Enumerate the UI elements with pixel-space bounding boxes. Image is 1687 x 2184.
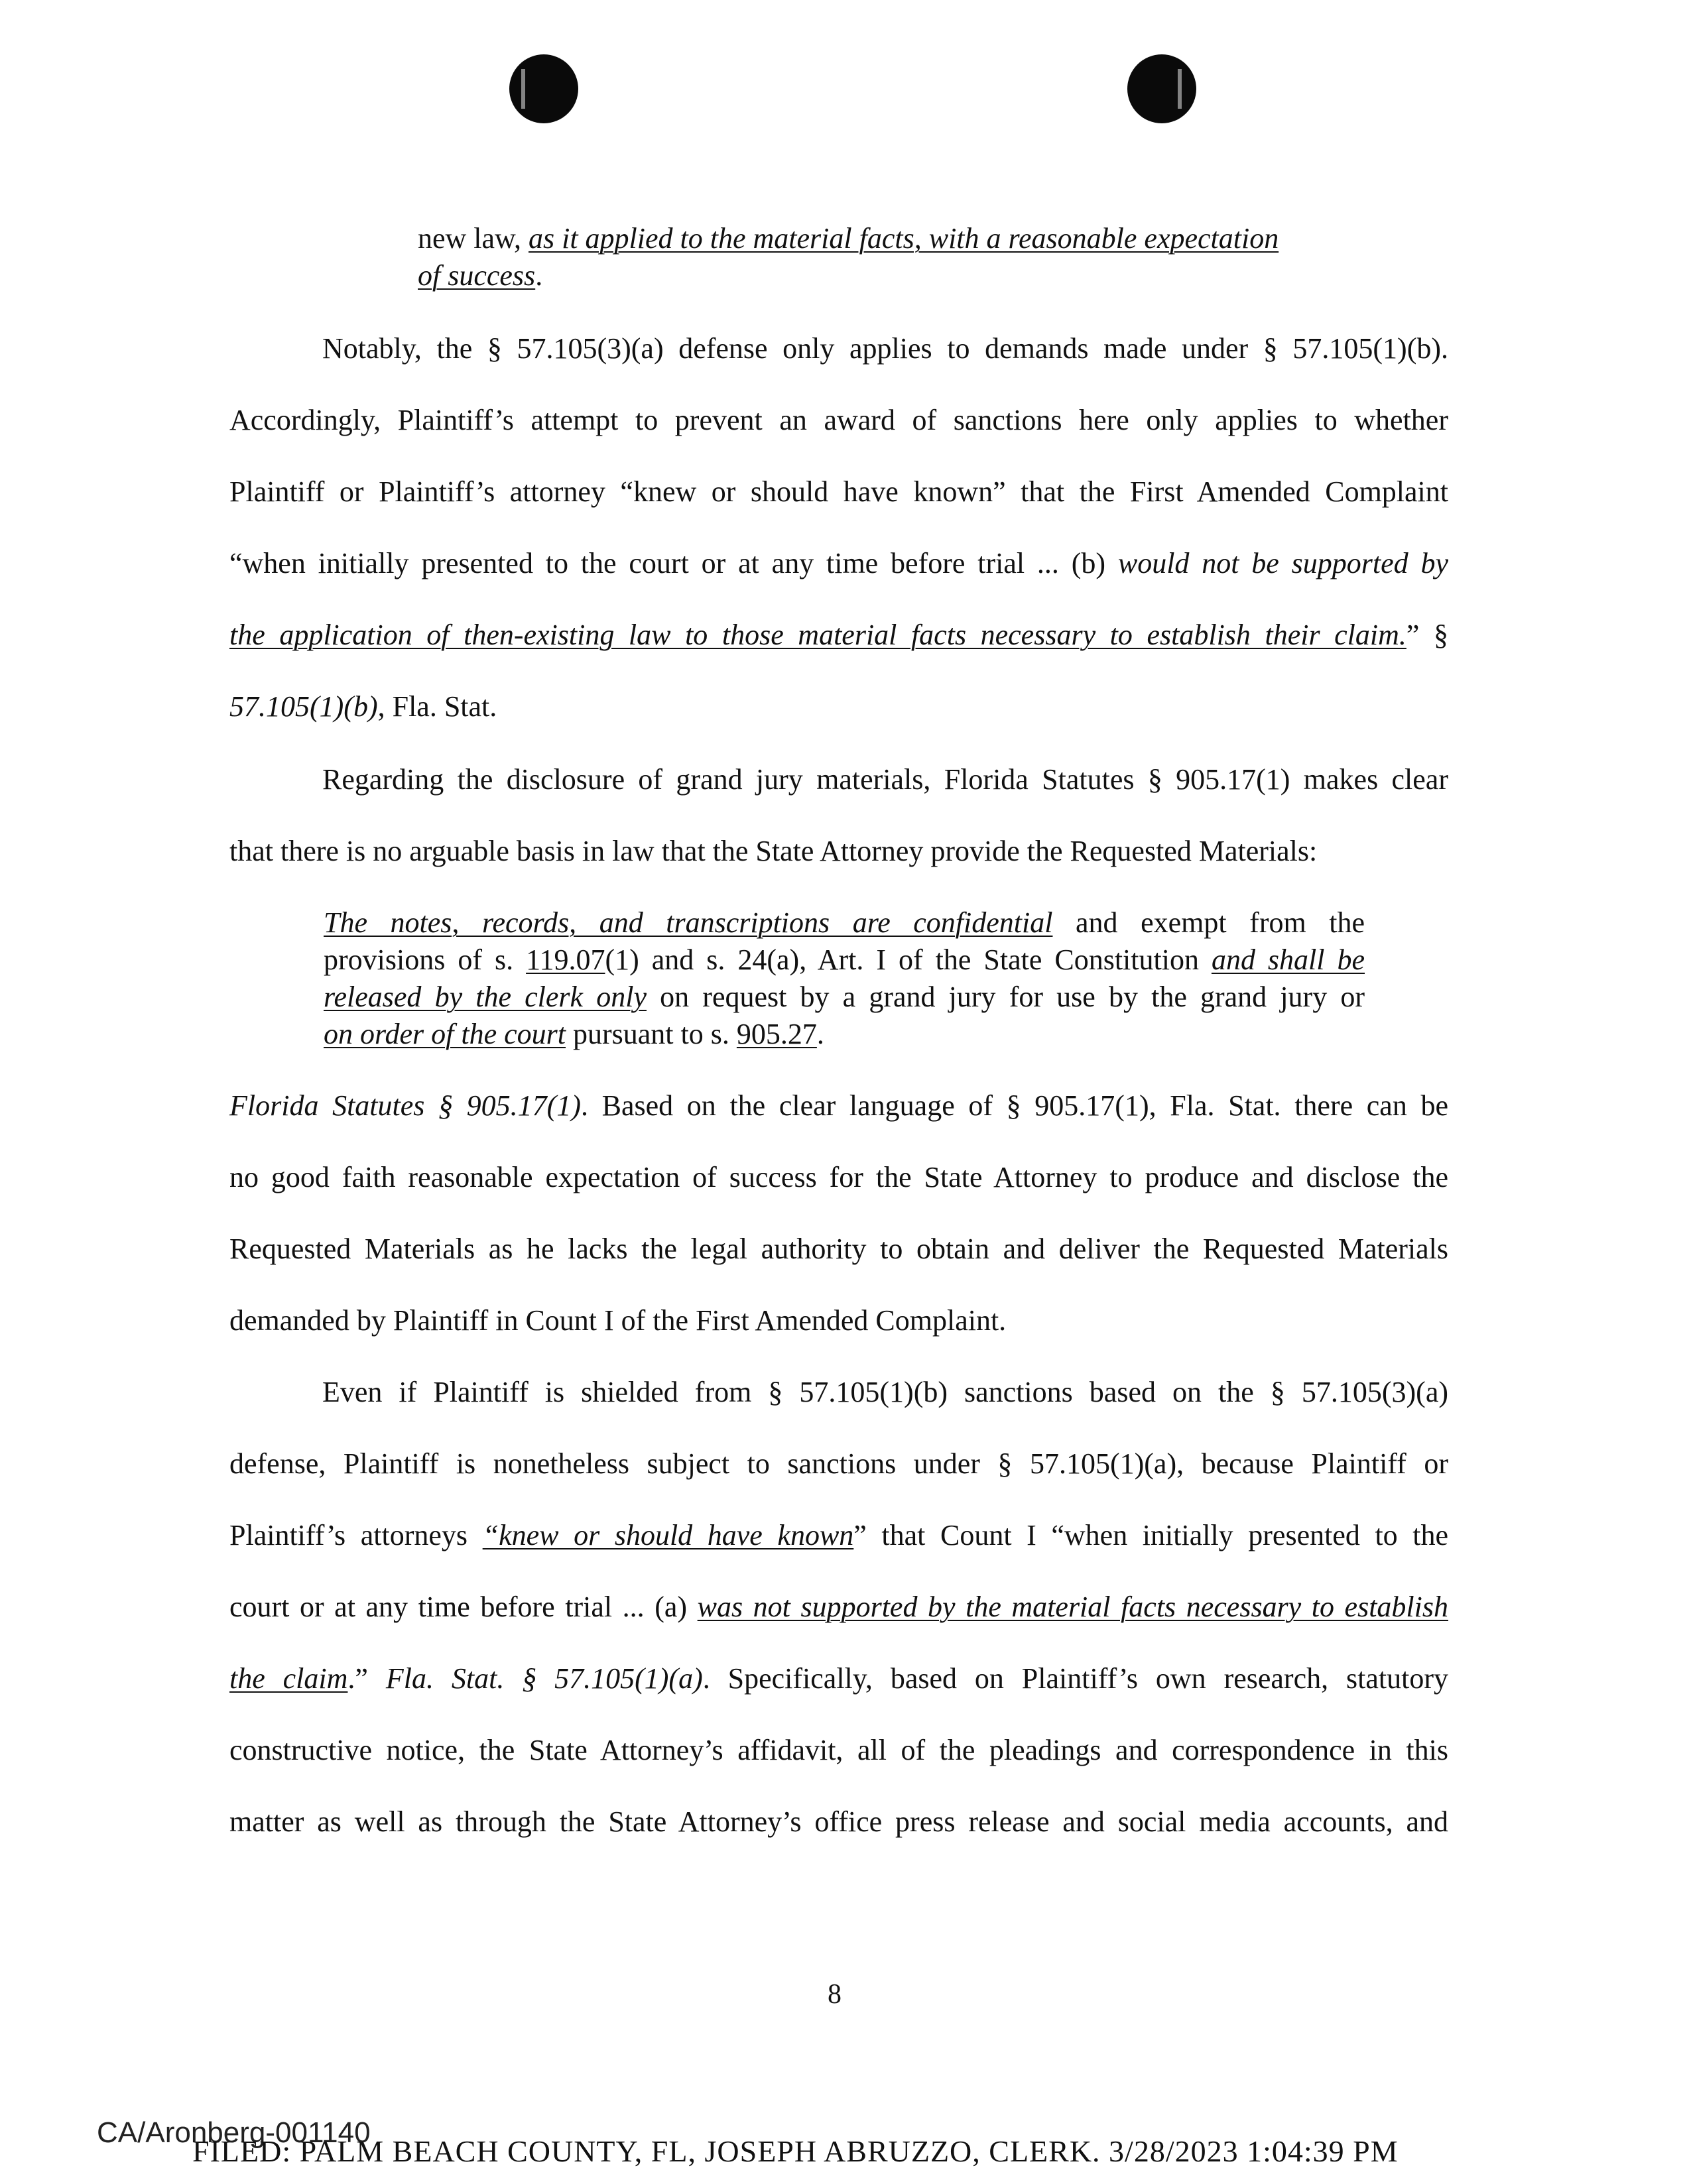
- para1-line-2: Accordingly, Plaintiff’s attempt to prevent an award of sanctions here only applies to whether: [229, 404, 1448, 436]
- para3-line-3: Requested Materials as he lacks the legal authority to obtain and deliver the Requested Materials: [229, 1233, 1448, 1265]
- para2-line-2: that there is no arguable basis in law that the State Attorney provide the Requested Materials:: [229, 835, 1318, 867]
- para1-line-1: Notably, the § 57.105(3)(a) defense only applies to demands made under § 57.105(1)(b).: [322, 332, 1448, 365]
- para4-line-4: court or at any time before trial ... (a) was not supported by the material facts necessary to establish: [229, 1591, 1449, 1623]
- statute-quote-line-3: released by the clerk only on request by a grand jury for use by the grand jury or: [324, 981, 1365, 1013]
- block-quote-top-line-1: new law, as it applied to the material facts, with a reasonable expectation: [418, 222, 1279, 255]
- block-quote-top-line-2: of success.: [418, 259, 543, 292]
- para4-line-7: matter as well as through the State Attorney’s office press release and social media accounts, and: [229, 1805, 1448, 1838]
- para1-line-6: 57.105(1)(b), Fla. Stat.: [229, 690, 497, 723]
- para3-line-1: Florida Statutes § 905.17(1). Based on the clear language of § 905.17(1), Fla. Stat. there can be: [229, 1089, 1448, 1122]
- filed-stamp: FILED: PALM BEACH COUNTY, FL, JOSEPH ABRUZZO, CLERK. 3/28/2023 1:04:39 PM: [192, 2134, 1399, 2168]
- page-number: 8: [828, 1979, 842, 2010]
- para1-line-5: the application of then-existing law to those material facts necessary to establish their claim.” §: [229, 619, 1449, 651]
- para4-line-1: Even if Plaintiff is shielded from § 57.105(1)(b) sanctions based on the § 57.105(3)(a): [322, 1376, 1448, 1408]
- hole-punch-right: [1127, 54, 1196, 123]
- hole-punch-left: [509, 54, 578, 123]
- para4-line-5: the claim.” Fla. Stat. § 57.105(1)(a). Specifically, based on Plaintiff’s own research, statutory: [229, 1662, 1448, 1695]
- para2-line-1: Regarding the disclosure of grand jury materials, Florida Statutes § 905.17(1) makes clear: [322, 763, 1448, 796]
- statute-quote-line-1: The notes, records, and transcriptions are confidential and exempt from the: [324, 906, 1365, 939]
- para4-line-3: Plaintiff’s attorneys “knew or should have known” that Count I “when initially presented to the: [229, 1519, 1449, 1551]
- para1-line-4: “when initially presented to the court or at any time before trial ... (b) would not be supported by: [229, 547, 1448, 579]
- bates-number: CA/Aronberg-001140: [97, 2116, 371, 2149]
- statute-quote-line-4: on order of the court pursuant to s. 905.27.: [324, 1018, 824, 1050]
- para4-line-2: defense, Plaintiff is nonetheless subject to sanctions under § 57.105(1)(a), because Plaintiff or: [229, 1447, 1448, 1480]
- para3-line-2: no good faith reasonable expectation of success for the State Attorney to produce and disclose the: [229, 1161, 1448, 1193]
- para1-line-3: Plaintiff or Plaintiff’s attorney “knew or should have known” that the First Amended Complaint: [229, 475, 1448, 508]
- para4-line-6: constructive notice, the State Attorney’s affidavit, all of the pleadings and correspondence in this: [229, 1734, 1448, 1766]
- para3-line-4: demanded by Plaintiff in Count I of the First Amended Complaint.: [229, 1304, 1007, 1337]
- statute-quote-line-2: provisions of s. 119.07(1) and s. 24(a), Art. I of the State Constitution and shall be: [324, 943, 1365, 976]
